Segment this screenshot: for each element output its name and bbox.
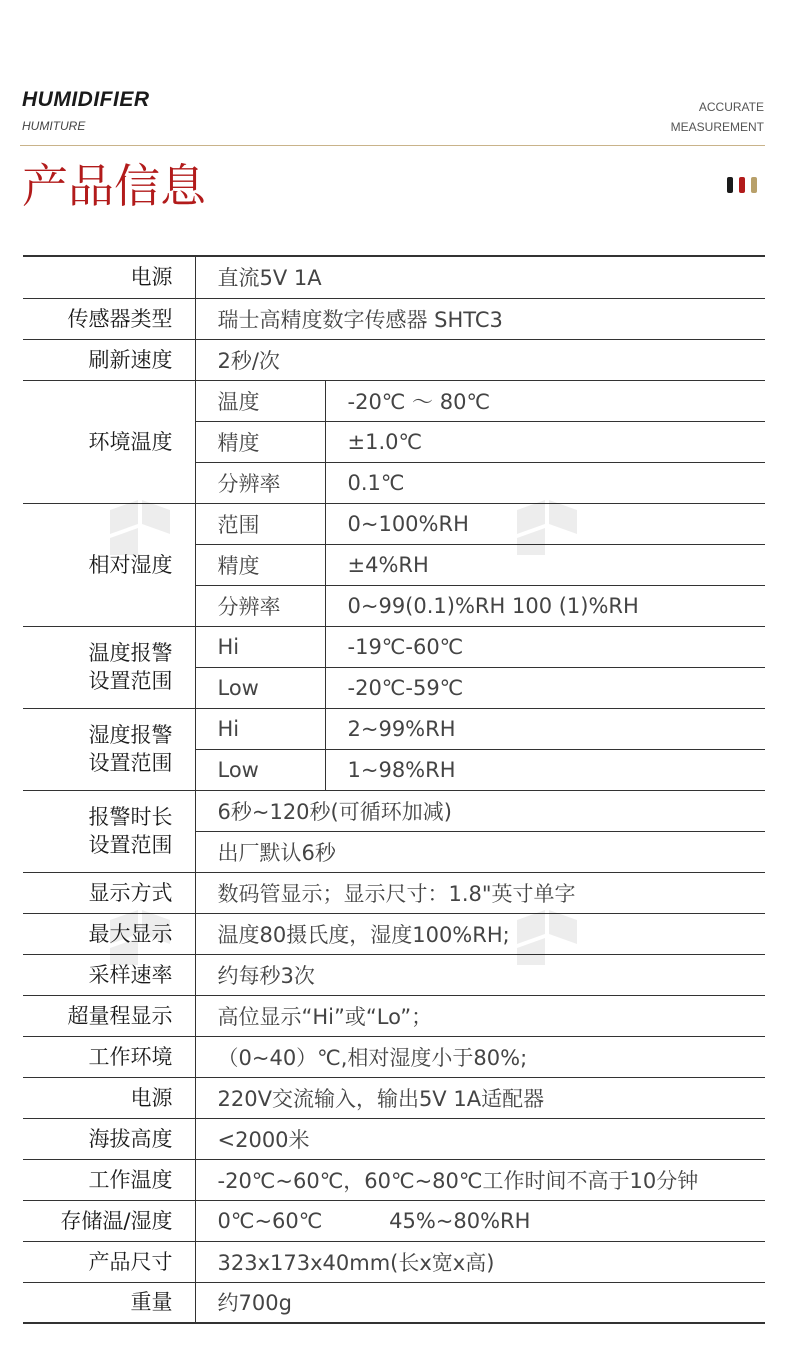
spec-row-size xyxy=(23,1241,765,1282)
spec-value: <2000米 xyxy=(195,1118,765,1159)
brand-title: HUMIDIFIER xyxy=(22,88,150,111)
spec-label-line: 报警时长 xyxy=(88,805,173,829)
spec-label: 存储温/湿度 xyxy=(23,1200,195,1241)
spec-sublabel: Hi xyxy=(195,708,325,749)
spec-value: （0~40）℃,相对湿度小于80%; xyxy=(195,1036,765,1077)
tagline-line-2: MEASUREMENT xyxy=(670,120,764,134)
tagline xyxy=(671,97,764,137)
spec-row-hum-alarm-hi xyxy=(23,708,765,749)
spec-row-weight xyxy=(23,1282,765,1323)
spec-row-power-input xyxy=(23,1077,765,1118)
spec-value: ±4%RH xyxy=(325,544,765,585)
spec-row-refresh xyxy=(23,339,765,380)
spec-label: 刷新速度 xyxy=(23,339,195,380)
accent-dot-black xyxy=(727,177,733,193)
spec-value: -19℃-60℃ xyxy=(325,626,765,667)
spec-label xyxy=(23,626,195,708)
spec-label: 环境温度 xyxy=(23,380,195,503)
spec-value: 2秒/次 xyxy=(195,339,765,380)
spec-label-stack xyxy=(89,803,173,859)
spec-label: 工作温度 xyxy=(23,1159,195,1200)
accent-dot-red xyxy=(739,177,745,193)
spec-row-display-mode xyxy=(23,872,765,913)
spec-value: 323x173x40mm(长x宽x高) xyxy=(195,1241,765,1282)
header-divider xyxy=(20,145,765,146)
spec-label: 最大显示 xyxy=(23,913,195,954)
accent-dot-gold xyxy=(751,177,757,193)
spec-label-line: 温度报警 xyxy=(88,641,173,665)
spec-sublabel: Hi xyxy=(195,626,325,667)
spec-value: ±1.0℃ xyxy=(325,421,765,462)
spec-row-max-display xyxy=(23,913,765,954)
spec-row-altitude xyxy=(23,1118,765,1159)
spec-label: 显示方式 xyxy=(23,872,195,913)
spec-value: 出厂默认6秒 xyxy=(195,831,765,872)
spec-value: -20℃ 〜 80℃ xyxy=(325,380,765,421)
spec-value: 1~98%RH xyxy=(325,749,765,790)
spec-label: 超量程显示 xyxy=(23,995,195,1036)
spec-label: 重量 xyxy=(23,1282,195,1323)
spec-label: 海拔高度 xyxy=(23,1118,195,1159)
spec-value: 数码管显示；显示尺寸：1.8"英寸单字 xyxy=(195,872,765,913)
spec-value: -20℃-59℃ xyxy=(325,667,765,708)
spec-sublabel: 分辨率 xyxy=(195,585,325,626)
spec-label: 电源 xyxy=(23,256,195,298)
spec-table xyxy=(23,255,765,1324)
spec-row-overrange xyxy=(23,995,765,1036)
page-title: 产品信息 xyxy=(22,159,206,213)
spec-label-line: 设置范围 xyxy=(88,833,173,857)
spec-row-storage xyxy=(23,1200,765,1241)
spec-label: 电源 xyxy=(23,1077,195,1118)
spec-value: -20℃~60℃，60℃~80℃工作时间不高于10分钟 xyxy=(195,1159,765,1200)
spec-value: 约700g xyxy=(217,1291,292,1316)
spec-row-temp-alarm-hi xyxy=(23,626,765,667)
spec-sublabel: 温度 xyxy=(195,380,325,421)
spec-value: 0℃~60℃ 45%~80%RH xyxy=(195,1200,765,1241)
spec-value: 220V交流输入，输出5V 1A适配器 xyxy=(195,1077,765,1118)
spec-value: 0.1℃ xyxy=(325,462,765,503)
spec-label xyxy=(23,790,195,872)
spec-label-line: 湿度报警 xyxy=(88,723,173,747)
brand-subtitle: HUMITURE xyxy=(22,119,86,133)
spec-label: 传感器类型 xyxy=(23,298,195,339)
spec-value: 高位显示“Hi”或“Lo”； xyxy=(195,995,765,1036)
spec-value: 直流5V 1A xyxy=(195,256,765,298)
spec-label-stack xyxy=(89,639,173,695)
spec-row-sampling xyxy=(23,954,765,995)
spec-sublabel: 精度 xyxy=(195,421,325,462)
spec-row-work-temp xyxy=(23,1159,765,1200)
spec-label: 相对湿度 xyxy=(23,503,195,626)
spec-label-line: 设置范围 xyxy=(88,669,173,693)
spec-value: 2~99%RH xyxy=(325,708,765,749)
spec-row-sensor xyxy=(23,298,765,339)
accent-dots xyxy=(727,177,757,193)
spec-label-line: 设置范围 xyxy=(88,751,173,775)
spec-label: 工作环境 xyxy=(23,1036,195,1077)
spec-row-work-env xyxy=(23,1036,765,1077)
spec-sublabel: Low xyxy=(195,749,325,790)
spec-row-alarm-duration-1 xyxy=(23,790,765,831)
spec-label xyxy=(23,708,195,790)
spec-value: 0~100%RH xyxy=(325,503,765,544)
spec-value: 0~99(0.1)%RH 100 (1)%RH xyxy=(325,585,765,626)
spec-row-humidity-range xyxy=(23,503,765,544)
spec-row-env-temp-range xyxy=(23,380,765,421)
spec-sublabel: 分辨率 xyxy=(195,462,325,503)
spec-label-stack xyxy=(89,721,173,777)
spec-value: 温度80摄氏度，湿度100%RH; xyxy=(195,913,765,954)
tagline-line-1: ACCURATE xyxy=(698,100,764,114)
spec-value: 6秒~120秒(可循环加减) xyxy=(195,790,765,831)
spec-row-power xyxy=(23,256,765,298)
spec-sublabel: 范围 xyxy=(195,503,325,544)
spec-sublabel: Low xyxy=(195,667,325,708)
spec-label: 采样速率 xyxy=(23,954,195,995)
spec-value: 瑞士高精度数字传感器 SHTC3 xyxy=(195,298,765,339)
spec-value: 约每秒3次 xyxy=(195,954,765,995)
spec-label: 产品尺寸 xyxy=(23,1241,195,1282)
spec-sublabel: 精度 xyxy=(195,544,325,585)
